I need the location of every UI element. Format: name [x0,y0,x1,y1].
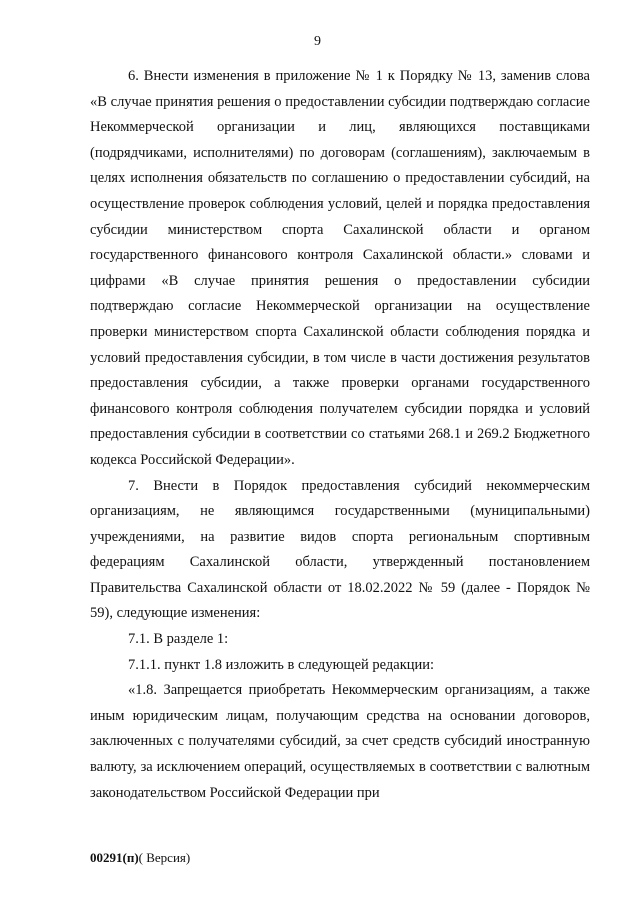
page-number: 9 [314,34,321,49]
document-body [90,64,590,806]
paragraph-1-8: «1.8. Запрещается приобретать Некоммерческим организациям, а также иным юридическим лицам, получающим средства на основании договоров, заключенных с получателями субсидий, за счет средств субсидий иностранную валюту, за исключением операций, осуществляемых в соответствии с валютным законодательством Российской Федерации при [90,682,590,801]
paragraph-7-1-1: 7.1.1. пункт 1.8 изложить в следующей редакции: [128,656,435,673]
document-footer [90,850,190,866]
paragraph-7-1: 7.1. В разделе 1: [128,631,229,648]
paragraph-7: 7. Внести в Порядок предоставления субсидий некоммерческим организациям, не являющимся государственными (муниципальными) учреждениями, на развитие видов спорта региональным спортивным федерациям Сахалинской области, утвержденный постановлением Правительства Сахалинской области от 18.02.2022 № 59 (далее - Порядок № 59), следующие изменения: [90,477,590,622]
document-code: 00291(п) [90,850,139,865]
document-version: ( Версия) [138,850,191,865]
paragraph-6: 6. Внести изменения в приложение № 1 к Порядку № 13, заменив слова «В случае принятия решения о предоставлении субсидии подтверждаю согласие Некоммерческой организации и лиц, являющихся поставщиками (подрядчиками, исполнителями) по договорам (соглашениям), заключаемым в целях исполнения обязательств по соглашению о предоставлении субсидий, на осуществление проверок соблюдения условий, целей и порядка предоставления субсидии министерством спорта Сахалинской области и органом государственного финансового контроля Сахалинской области.» словами и цифрами «В случае принятия решения о предоставлении субсидии подтверждаю согласие Некоммерческой организации на осуществление проверки министерством спорта Сахалинской области соблюдения порядка и условий предоставления субсидии, в том числе в части достижения результатов предоставления субсидии, а также проверки органами государственного финансового контроля соблюдения получателем субсидии порядка и условий предоставления субсидии в соответствии со статьями 268.1 и 269.2 Бюджетного кодекса Российской Федерации». [90,68,590,468]
